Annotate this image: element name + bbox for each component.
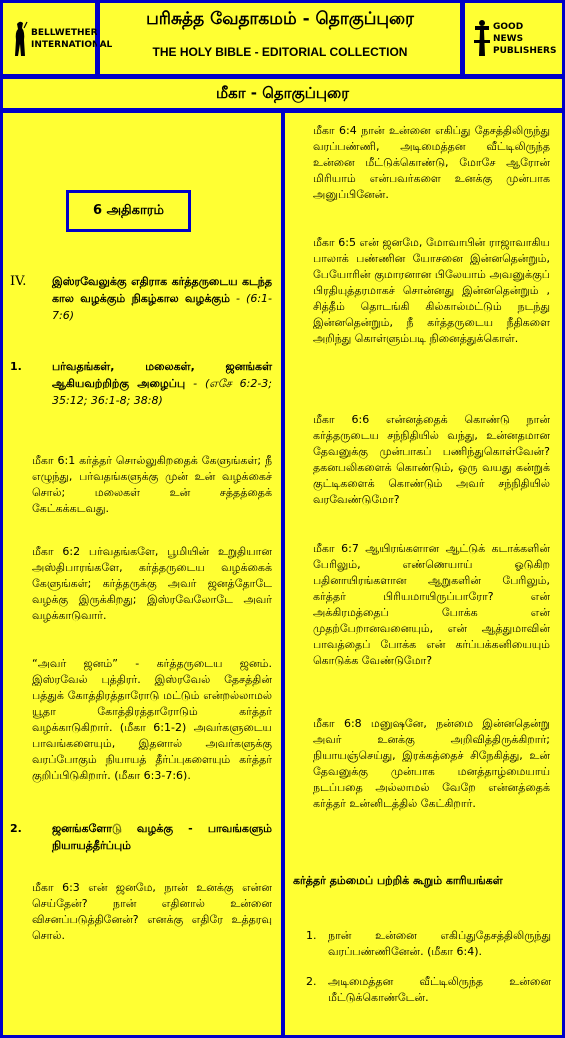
outline-title: ஜனங்களோடு வழக்கு - பாவங்களும் நியாயத்தீர்ப்பும் <box>52 822 272 852</box>
attributes-heading: கர்த்தர் தம்மைப் பற்றிக் கூறும் காரியங்கள் <box>293 874 503 887</box>
outline-2 <box>10 820 272 854</box>
list-text: அடிமைத்தன வீட்டிலிருந்த உன்னை மீட்டுக்கொண்டேன். <box>328 975 551 1004</box>
left-logo-text: BELLWETHER INTERNATIONAL <box>31 27 113 50</box>
list-item <box>306 974 551 1006</box>
outline-reference: - (எசே 6:2-3; 35:12; 36:1-8; 38:8) <box>52 377 273 407</box>
verse-6-6: மீகா 6:6 என்னத்தைக் கொண்டு நான் கர்த்தருடைய சந்நிதியில் வந்து, உன்னதமான தேவனுக்கு முன்பாகப் பணிந்துகொள்வேன்? தகனபலிகளைக் கொண்டும், ஒரு வயது கன்றுக் குட்டிகளைக் கொண்டும் அவர் சந்நிதியில் வரவேண்டுமோ? <box>313 413 550 506</box>
verse-6-8: மீகா 6:8 மனுஷனே, நன்மை இன்னதென்று அவர் உனக்கு அறிவித்திருக்கிறார்; நியாயஞ்செய்து, இரக்கத்தைச் சிநேகித்து, உன் தேவனுக்கு முன்பாக மனத்தாழ்மையாய் நடப்பதை அல்லாமல் வேறே என்னத்தைக் கர்த்தர் உன்னிடத்தில் கேட்கிறார். <box>313 717 550 810</box>
outline-iv <box>10 273 272 324</box>
publisher-logo-left <box>0 0 113 77</box>
right-logo-text: GOOD NEWS PUBLISHERS <box>493 21 557 56</box>
outline-title: இஸ்ரவேலுக்கு எதிராக கர்த்தருடைய கடந்த கால வழக்கும் நிகழ்கால வழக்கும் <box>52 275 272 305</box>
list-number: 1. <box>306 929 317 942</box>
chapter-label: 6 அதிகாரம் <box>93 203 164 218</box>
verse-6-1: மீகா 6:1 கர்த்தர் சொல்லுகிறதைக் கேளுங்கள்; நீ எழுந்து, பர்வதங்களுக்கு முன் உன் வழக்கைச் சொல்; மலைகள் உன் சத்தத்தைக் கேட்கக்கடவது. <box>32 454 272 515</box>
outline-1 <box>10 358 272 409</box>
commentary-paragraph: “அவர் ஜனம்” - கர்த்தருடைய ஜனம். இஸ்ரவேல் புத்திரர். இஸ்ரவேல் தேசத்தின் பத்துக் கோத்திரத்தாரோடு மட்டும் என்றல்லாமல் யூதா கோத்திரத்தாரோடும் கர்த்தர் வழக்காடுகிறார். (மீகா 6:1-2) அவர்களுடைய பாவங்களையும், இதனால் அவர்களுக்கு வரப்போகும் நியாயத் தீர்ப்புகளையும் கர்த்தர் குறிப்பிடுகிறார். (மீகா 6:3-7:6). <box>32 657 272 782</box>
list-number: 2. <box>306 975 317 988</box>
title-english: THE HOLY BIBLE - EDITORIAL COLLECTION <box>152 45 408 59</box>
book-title: மீகா - தொகுப்புரை <box>215 83 349 102</box>
list-item <box>306 928 551 960</box>
title-tamil: பரிசுத்த வேதாகமம் - தொகுப்புரை <box>146 9 414 29</box>
outline-reference: - (6:1-7:6) <box>52 292 273 322</box>
verse-6-5: மீகா 6:5 என் ஜனமே, மோவாபின் ராஜாவாகிய பாலாக் பண்ணின யோசனை இன்னதென்றும், பேயோரின் குமாரனான பிலேயாம் அவனுக்குப் பிரதியுத்தரமாகச் சொன்னது இன்னதென்றும் , சித்தீம் தொடங்கி கில்கால்மட்டும் நடந்து இன்னதென்றும், நீ கர்த்தருடைய நீதிகளை அறிந்து கொள்ளும்படி நினைத்துக்கொள். <box>313 236 550 345</box>
verse-6-3: மீகா 6:3 என் ஜனமே, நான் உனக்கு என்ன செய்தேன்? நான் எதினால் உன்னை விசனப்படுத்தினேன்? எனக்கு எதிரே உத்தரவு சொல். <box>32 881 272 942</box>
outline-number: IV. <box>10 274 27 289</box>
book-title-bar <box>0 76 565 111</box>
outline-title: பர்வதங்கள், மலைகள், ஜனங்கள் ஆகியவற்றிற்கு அழைப்பு <box>52 360 272 390</box>
verse-6-7: மீகா 6:7 ஆயிரங்களான ஆட்டுக் கடாக்களின் பேரிலும், எண்ணெயாய் ஓடுகிற பதினாயிரங்களான ஆறுகளின் பேரிலும், கர்த்தர் பிரியமாயிருப்பாரோ? என் அக்கிரமத்தைப் போக்க என் முதற்பேறானவனையும், என் ஆத்துமாவின் பாவத்தைப் போக்க என் கர்ப்பக்கனியையும் கொடுக்க வேண்டுமோ? <box>313 542 550 667</box>
publisher-logo-right <box>462 0 565 77</box>
chapter-box <box>66 190 191 232</box>
shepherd-icon <box>12 20 28 58</box>
outline-number: 2. <box>10 822 22 835</box>
verse-6-4: மீகா 6:4 நான் உன்னை எகிப்து தேசத்திலிருந்து வரப்பண்ணி, அடிமைத்தன வீட்டிலிருந்த உன்னை மீட்டுக்கொண்டு, மோசே ஆரோன் மிரியாம் என்பவர்களை உனக்கு முன்பாக அனுப்பினேன். <box>313 124 550 201</box>
outline-number: 1. <box>10 360 22 373</box>
title-banner <box>97 0 463 77</box>
preacher-icon <box>474 20 490 58</box>
list-text: நான் உன்னை எகிப்துதேசத்திலிருந்து வரப்பண்ணினேன். (மீகா 6:4). <box>328 929 551 958</box>
verse-6-2: மீகா 6:2 பர்வதங்களே, பூமியின் உறுதியான அஸ்திபாரங்களே, கர்த்தருடைய வழக்கைக் கேளுங்கள்; கர்த்தருக்கு அவர் ஜனத்தோடே வழக்கு இருக்கிறது; இஸ்ரவேலோடே அவர் வழக்காடுவார். <box>32 545 272 622</box>
